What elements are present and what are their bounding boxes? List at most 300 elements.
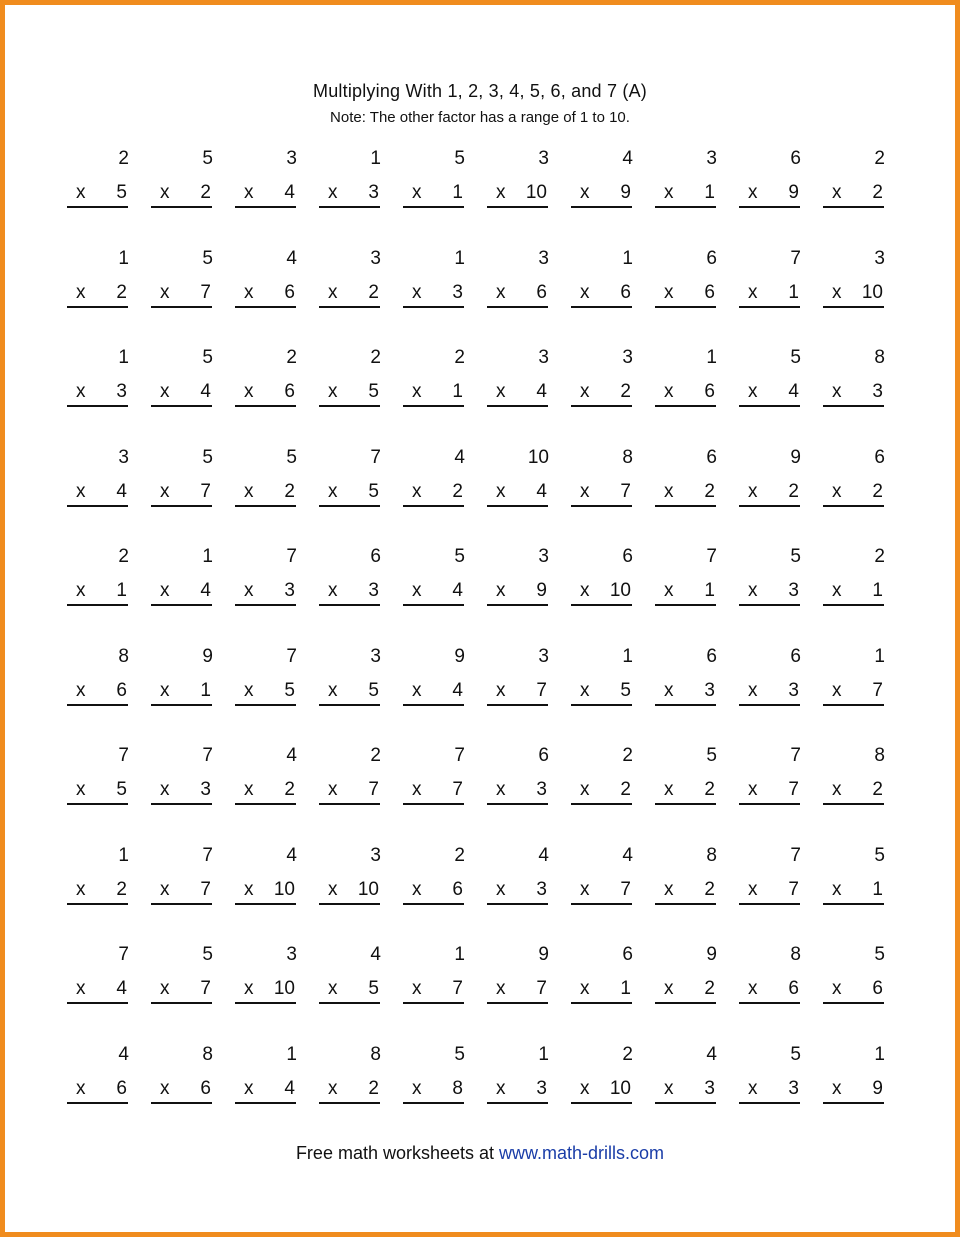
problem	[317, 643, 401, 743]
top-factor: 2	[118, 148, 129, 169]
bottom-line	[487, 679, 548, 706]
bottom-factor: 7	[536, 679, 547, 701]
multiply-operator: x	[76, 480, 86, 502]
top-factor: 6	[706, 446, 717, 468]
multiply-operator: x	[664, 878, 674, 900]
bottom-line	[319, 579, 380, 606]
multiply-operator: x	[328, 182, 338, 203]
bottom-factor: 2	[872, 480, 883, 502]
problem	[401, 742, 485, 842]
top-factor: 2	[454, 347, 465, 368]
top-factor: 1	[454, 247, 465, 269]
problem	[233, 344, 317, 444]
problem-grid	[65, 145, 905, 1140]
multiply-operator: x	[244, 281, 254, 303]
multiply-operator: x	[328, 381, 338, 402]
bottom-line	[487, 878, 548, 905]
multiply-operator: x	[412, 580, 422, 601]
multiply-operator: x	[244, 480, 254, 502]
multiply-operator: x	[748, 779, 758, 800]
top-factor: 4	[622, 148, 633, 169]
bottom-factor: 3	[368, 182, 379, 203]
problem	[233, 444, 317, 544]
bottom-line	[823, 977, 884, 1004]
problem	[65, 941, 149, 1041]
bottom-factor: 7	[788, 878, 799, 900]
multiply-operator: x	[832, 580, 842, 601]
multiply-operator: x	[160, 1077, 170, 1099]
top-factor: 5	[454, 148, 465, 169]
problem	[737, 643, 821, 743]
top-factor: 4	[118, 1043, 129, 1065]
multiply-operator: x	[76, 580, 86, 601]
problem-row	[65, 1041, 905, 1141]
top-factor: 8	[874, 745, 885, 766]
problem	[149, 643, 233, 743]
problem	[317, 344, 401, 444]
bottom-line	[67, 878, 128, 905]
multiply-operator: x	[748, 878, 758, 900]
top-factor: 5	[874, 844, 885, 866]
problem	[317, 842, 401, 942]
top-factor: 8	[874, 347, 885, 368]
multiply-operator: x	[832, 381, 842, 402]
bottom-line	[739, 679, 800, 706]
bottom-factor: 5	[116, 182, 127, 203]
bottom-line	[319, 878, 380, 905]
problem-row	[65, 842, 905, 942]
multiply-operator: x	[496, 580, 506, 601]
bottom-line	[739, 778, 800, 805]
top-factor: 2	[370, 347, 381, 368]
problem	[317, 245, 401, 345]
problem	[233, 543, 317, 643]
multiply-operator: x	[76, 381, 86, 402]
top-factor: 9	[538, 944, 549, 965]
top-factor: 4	[622, 844, 633, 866]
multiply-operator: x	[160, 281, 170, 303]
problem	[401, 643, 485, 743]
multiply-operator: x	[832, 878, 842, 900]
problem	[65, 1041, 149, 1141]
top-factor: 7	[202, 745, 213, 766]
problem	[485, 842, 569, 942]
bottom-line	[67, 181, 128, 208]
top-factor: 4	[706, 1043, 717, 1065]
problem	[233, 245, 317, 345]
bottom-factor: 2	[452, 480, 463, 502]
bottom-factor: 6	[704, 281, 715, 303]
multiply-operator: x	[76, 978, 86, 999]
bottom-factor: 7	[620, 878, 631, 900]
problem	[149, 842, 233, 942]
multiply-operator: x	[748, 381, 758, 402]
multiply-operator: x	[76, 878, 86, 900]
bottom-factor: 2	[620, 779, 631, 800]
multiply-operator: x	[412, 281, 422, 303]
multiply-operator: x	[580, 281, 590, 303]
multiply-operator: x	[76, 281, 86, 303]
multiply-operator: x	[748, 281, 758, 303]
bottom-line	[403, 977, 464, 1004]
bottom-line	[67, 778, 128, 805]
top-factor: 4	[286, 247, 297, 269]
bottom-line	[823, 181, 884, 208]
bottom-factor: 2	[284, 779, 295, 800]
bottom-line	[403, 579, 464, 606]
bottom-factor: 7	[368, 779, 379, 800]
multiply-operator: x	[580, 878, 590, 900]
top-factor: 1	[286, 1043, 297, 1065]
bottom-line	[655, 1077, 716, 1104]
multiply-operator: x	[496, 1077, 506, 1099]
multiply-operator: x	[412, 878, 422, 900]
bottom-line	[571, 1077, 632, 1104]
top-factor: 2	[622, 1043, 633, 1065]
top-factor: 8	[202, 1043, 213, 1065]
multiply-operator: x	[664, 381, 674, 402]
bottom-factor: 3	[788, 580, 799, 601]
top-factor: 7	[370, 446, 381, 468]
problem-row	[65, 444, 905, 544]
problem	[149, 941, 233, 1041]
top-factor: 3	[538, 546, 549, 567]
bottom-factor: 7	[200, 878, 211, 900]
multiply-operator: x	[748, 978, 758, 999]
problem	[653, 444, 737, 544]
multiply-operator: x	[664, 679, 674, 701]
problem	[821, 344, 905, 444]
multiply-operator: x	[580, 580, 590, 601]
top-factor: 7	[286, 546, 297, 567]
top-factor: 9	[706, 944, 717, 965]
bottom-line	[823, 679, 884, 706]
top-factor: 3	[538, 148, 549, 169]
bottom-line	[823, 579, 884, 606]
top-factor: 7	[454, 745, 465, 766]
bottom-line	[151, 181, 212, 208]
bottom-line	[151, 977, 212, 1004]
bottom-factor: 1	[620, 978, 631, 999]
problem	[485, 941, 569, 1041]
problem	[569, 941, 653, 1041]
problem	[233, 842, 317, 942]
bottom-factor: 9	[620, 182, 631, 203]
multiply-operator: x	[160, 480, 170, 502]
problem	[485, 245, 569, 345]
top-factor: 5	[874, 944, 885, 965]
multiply-operator: x	[244, 978, 254, 999]
bottom-line	[655, 778, 716, 805]
problem	[653, 344, 737, 444]
bottom-line	[235, 579, 296, 606]
problem	[737, 941, 821, 1041]
top-factor: 7	[118, 944, 129, 965]
problem	[653, 543, 737, 643]
problem	[821, 941, 905, 1041]
problem	[233, 643, 317, 743]
problem	[401, 444, 485, 544]
top-factor: 3	[622, 347, 633, 368]
bottom-line	[67, 679, 128, 706]
bottom-factor: 2	[284, 480, 295, 502]
bottom-line	[67, 281, 128, 308]
footer-link[interactable]: www.math-drills.com	[499, 1143, 665, 1163]
bottom-line	[739, 281, 800, 308]
top-factor: 4	[454, 446, 465, 468]
problem	[653, 742, 737, 842]
bottom-factor: 8	[452, 1077, 463, 1099]
multiply-operator: x	[76, 1077, 86, 1099]
bottom-line	[571, 977, 632, 1004]
problem	[569, 444, 653, 544]
multiply-operator: x	[160, 779, 170, 800]
top-factor: 6	[622, 546, 633, 567]
footer-text: Free math worksheets at	[295, 1143, 500, 1163]
bottom-factor: 3	[872, 381, 883, 402]
multiply-operator: x	[496, 878, 506, 900]
bottom-line	[235, 977, 296, 1004]
multiply-operator: x	[748, 679, 758, 701]
top-factor: 2	[874, 546, 885, 567]
bottom-factor: 10	[861, 281, 883, 303]
problem	[821, 444, 905, 544]
multiply-operator: x	[412, 381, 422, 402]
multiply-operator: x	[748, 480, 758, 502]
problem	[65, 842, 149, 942]
multiply-operator: x	[664, 580, 674, 601]
bottom-line	[151, 579, 212, 606]
top-factor: 4	[538, 844, 549, 866]
multiply-operator: x	[496, 779, 506, 800]
bottom-factor: 6	[200, 1077, 211, 1099]
problem	[65, 543, 149, 643]
top-factor: 3	[538, 347, 549, 368]
bottom-line	[319, 778, 380, 805]
top-factor: 6	[706, 645, 717, 667]
bottom-factor: 7	[620, 480, 631, 502]
problem	[485, 344, 569, 444]
bottom-line	[403, 380, 464, 407]
bottom-factor: 10	[357, 878, 379, 900]
bottom-line	[823, 778, 884, 805]
bottom-line	[67, 977, 128, 1004]
problem	[653, 941, 737, 1041]
bottom-factor: 2	[872, 779, 883, 800]
problem	[401, 245, 485, 345]
bottom-factor: 7	[536, 978, 547, 999]
problem-row	[65, 643, 905, 743]
top-factor: 3	[370, 247, 381, 269]
bottom-line	[403, 778, 464, 805]
bottom-factor: 2	[368, 281, 379, 303]
bottom-factor: 2	[788, 480, 799, 502]
problem	[653, 145, 737, 245]
problem	[65, 145, 149, 245]
multiply-operator: x	[76, 182, 86, 203]
top-factor: 5	[790, 546, 801, 567]
bottom-line	[235, 181, 296, 208]
bottom-line	[739, 878, 800, 905]
top-factor: 1	[622, 247, 633, 269]
bottom-factor: 6	[704, 381, 715, 402]
problem	[149, 145, 233, 245]
multiply-operator: x	[496, 381, 506, 402]
top-factor: 2	[874, 148, 885, 169]
top-factor: 5	[202, 347, 213, 368]
problem	[737, 543, 821, 643]
problem	[233, 742, 317, 842]
problem	[149, 543, 233, 643]
multiply-operator: x	[412, 779, 422, 800]
bottom-factor: 2	[704, 480, 715, 502]
multiply-operator: x	[244, 381, 254, 402]
problem	[65, 643, 149, 743]
problem	[569, 643, 653, 743]
bottom-factor: 10	[273, 978, 295, 999]
bottom-line	[487, 480, 548, 507]
bottom-line	[655, 181, 716, 208]
top-factor: 7	[790, 745, 801, 766]
bottom-factor: 1	[452, 381, 463, 402]
top-factor: 5	[202, 944, 213, 965]
problem	[401, 543, 485, 643]
top-factor: 1	[874, 1043, 885, 1065]
top-factor: 3	[370, 645, 381, 667]
bottom-factor: 9	[536, 580, 547, 601]
bottom-factor: 1	[452, 182, 463, 203]
top-factor: 2	[370, 745, 381, 766]
multiply-operator: x	[160, 381, 170, 402]
problem	[821, 643, 905, 743]
problem	[737, 742, 821, 842]
problem	[485, 543, 569, 643]
problem	[65, 344, 149, 444]
multiply-operator: x	[244, 580, 254, 601]
bottom-factor: 2	[116, 878, 127, 900]
bottom-line	[823, 1077, 884, 1104]
problem-row	[65, 344, 905, 444]
bottom-line	[571, 380, 632, 407]
problem	[653, 1041, 737, 1141]
problem	[653, 842, 737, 942]
footer	[5, 1143, 955, 1164]
problem	[149, 1041, 233, 1141]
bottom-factor: 10	[273, 878, 295, 900]
bottom-line	[67, 480, 128, 507]
problem	[485, 742, 569, 842]
problem	[65, 444, 149, 544]
bottom-factor: 3	[368, 580, 379, 601]
bottom-line	[571, 181, 632, 208]
top-factor: 6	[706, 247, 717, 269]
top-factor: 8	[790, 944, 801, 965]
problem	[821, 742, 905, 842]
bottom-factor: 3	[704, 679, 715, 701]
bottom-line	[655, 480, 716, 507]
bottom-factor: 4	[788, 381, 799, 402]
bottom-factor: 10	[609, 1077, 631, 1099]
bottom-line	[403, 878, 464, 905]
problem	[821, 842, 905, 942]
bottom-line	[151, 679, 212, 706]
bottom-line	[67, 579, 128, 606]
bottom-factor: 6	[116, 679, 127, 701]
top-factor: 3	[538, 645, 549, 667]
top-factor: 6	[790, 645, 801, 667]
top-factor: 3	[286, 944, 297, 965]
bottom-factor: 4	[200, 381, 211, 402]
problem	[317, 742, 401, 842]
multiply-operator: x	[496, 480, 506, 502]
top-factor: 6	[790, 148, 801, 169]
top-factor: 5	[454, 546, 465, 567]
multiply-operator: x	[76, 679, 86, 701]
bottom-factor: 6	[284, 381, 295, 402]
bottom-factor: 4	[452, 580, 463, 601]
bottom-line	[403, 281, 464, 308]
top-factor: 8	[622, 446, 633, 468]
top-factor: 1	[202, 546, 213, 567]
worksheet-note: Note: The other factor has a range of 1 to 10.	[330, 109, 630, 126]
bottom-factor: 1	[116, 580, 127, 601]
problem	[317, 543, 401, 643]
bottom-line	[487, 977, 548, 1004]
problem	[737, 444, 821, 544]
problem	[233, 941, 317, 1041]
bottom-line	[403, 679, 464, 706]
bottom-factor: 10	[525, 182, 547, 203]
bottom-factor: 2	[704, 878, 715, 900]
multiply-operator: x	[328, 878, 338, 900]
bottom-factor: 7	[452, 978, 463, 999]
bottom-factor: 4	[536, 480, 547, 502]
bottom-factor: 6	[116, 1077, 127, 1099]
top-factor: 6	[622, 944, 633, 965]
bottom-factor: 6	[536, 281, 547, 303]
top-factor: 3	[874, 247, 885, 269]
bottom-line	[319, 480, 380, 507]
bottom-line	[487, 579, 548, 606]
bottom-line	[487, 181, 548, 208]
problem	[821, 145, 905, 245]
bottom-line	[823, 380, 884, 407]
problem	[821, 1041, 905, 1141]
bottom-factor: 9	[788, 182, 799, 203]
bottom-factor: 2	[116, 281, 127, 303]
multiply-operator: x	[496, 182, 506, 203]
top-factor: 5	[790, 1043, 801, 1065]
multiply-operator: x	[580, 679, 590, 701]
bottom-factor: 3	[284, 580, 295, 601]
bottom-factor: 3	[788, 679, 799, 701]
top-factor: 3	[118, 446, 129, 468]
top-factor: 4	[370, 944, 381, 965]
bottom-factor: 7	[788, 779, 799, 800]
bottom-line	[487, 1077, 548, 1104]
bottom-factor: 4	[116, 978, 127, 999]
problem	[317, 145, 401, 245]
bottom-line	[571, 878, 632, 905]
multiply-operator: x	[832, 480, 842, 502]
problem	[569, 1041, 653, 1141]
bottom-line	[739, 579, 800, 606]
top-factor: 5	[202, 446, 213, 468]
bottom-factor: 5	[368, 679, 379, 701]
bottom-factor: 1	[788, 281, 799, 303]
multiply-operator: x	[244, 779, 254, 800]
top-factor: 1	[118, 347, 129, 368]
